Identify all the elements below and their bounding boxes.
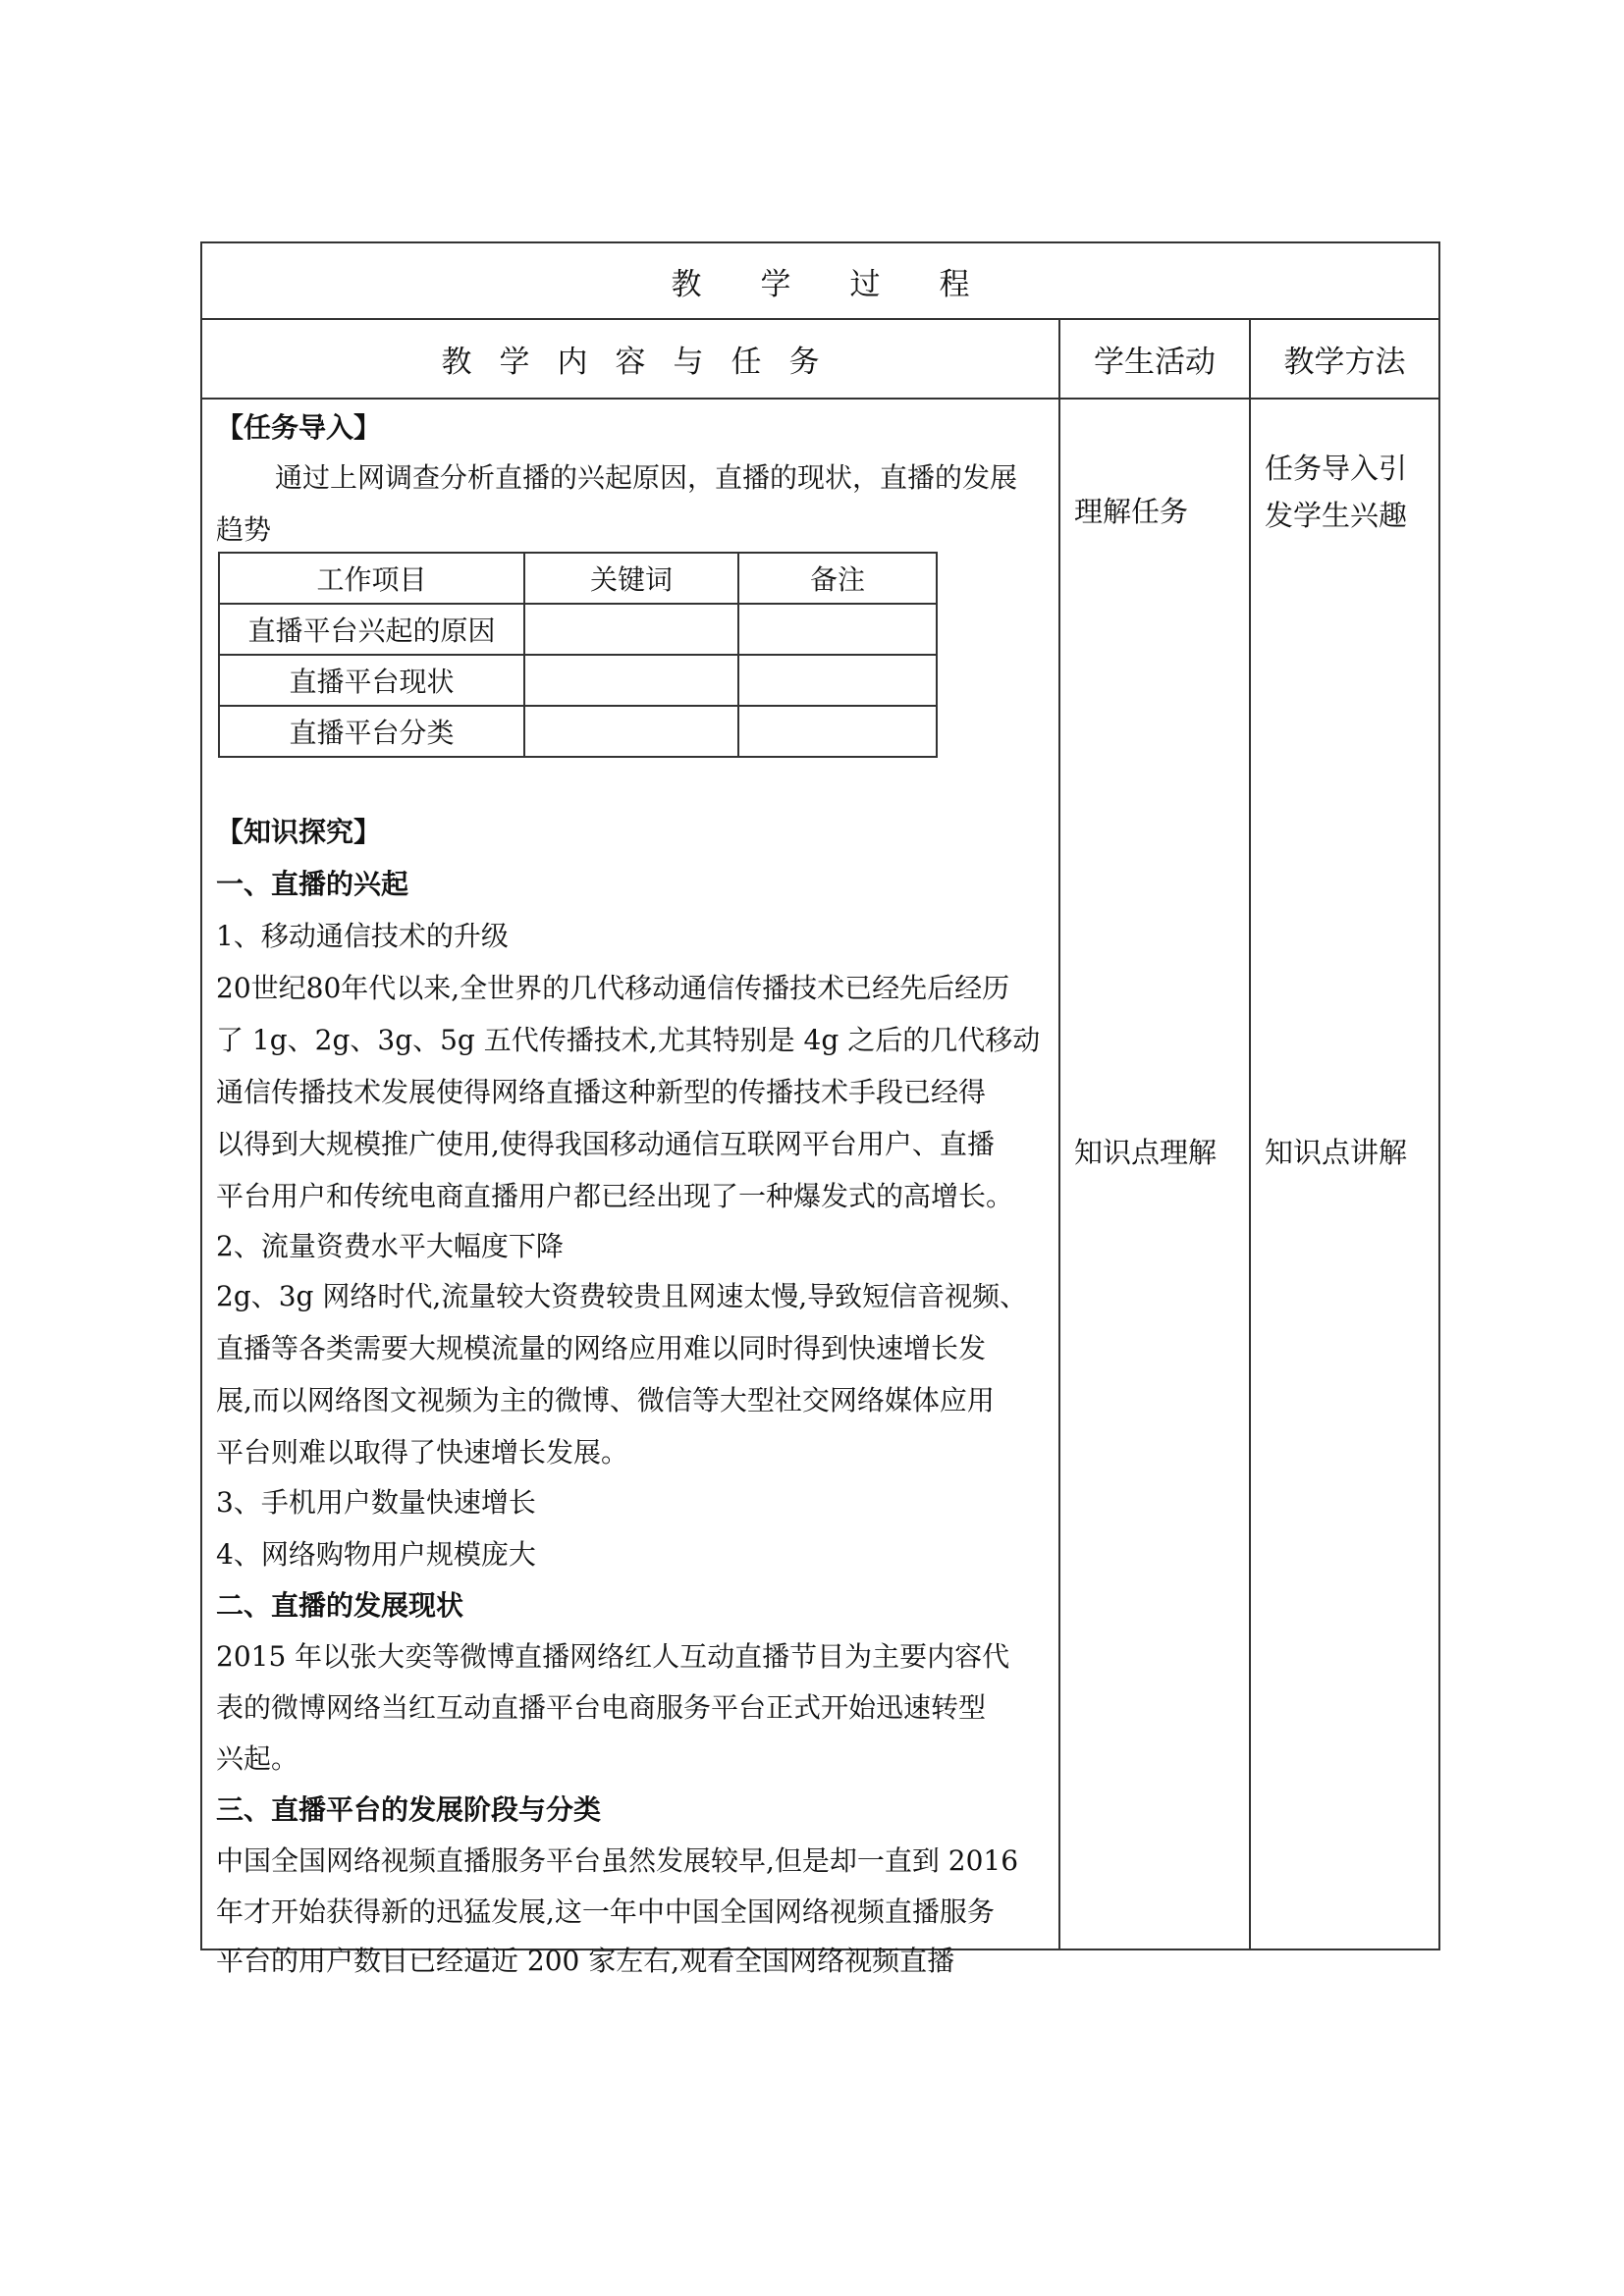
content-cell	[201, 399, 1059, 1977]
keyword-cell[interactable]	[524, 655, 738, 706]
para3-line: 2015 年以张大奕等微博直播网络红人互动直播节目为主要内容代	[216, 1640, 1010, 1673]
work-item-cell: 直播平台分类	[219, 706, 524, 757]
table-title-text: 教学过程	[671, 266, 1029, 302]
item1: 1、移动通信技术的升级	[216, 920, 509, 952]
table-row	[219, 655, 937, 706]
student-activity-cell	[1059, 399, 1250, 1949]
section3-title: 三、直播平台的发展阶段与分类	[216, 1793, 602, 1826]
task-intro-text-line2: 趋势	[216, 513, 272, 546]
para2-line: 2g、3g 网络时代,流量较大资费较贵且网速太慢,导致短信音视频、	[216, 1280, 1028, 1312]
work-item-cell: 直播平台兴起的原因	[219, 604, 524, 655]
item4: 4、网络购物用户规模庞大	[216, 1538, 536, 1571]
task-intro-heading: 【任务导入】	[216, 411, 382, 444]
para1-line: 平台用户和传统电商直播用户都已经出现了一种爆发式的高增长。	[216, 1180, 1014, 1212]
para1-line: 20世纪80年代以来,全世界的几代移动通信传播技术已经先后经历	[216, 972, 1010, 1004]
task-intro-text-line1: 通过上网调查分析直播的兴起原因，直播的现状，直播的发展	[275, 461, 1018, 494]
section2-title: 二、直播的发展现状	[216, 1589, 464, 1622]
section1-title: 一、直播的兴起	[216, 868, 409, 900]
knowledge-student-activity: 知识点理解	[1074, 1136, 1218, 1169]
para3-line: 表的微博网络当红互动直播平台电商服务平台正式开始迅速转型	[216, 1691, 987, 1724]
item3: 3、手机用户数量快速增长	[216, 1486, 536, 1519]
teaching-process-table	[200, 241, 1440, 1977]
para3-line: 兴起。	[216, 1742, 299, 1775]
knowledge-teaching-method: 知识点讲解	[1265, 1136, 1408, 1169]
teaching-method-cell	[1250, 399, 1439, 1949]
table-title	[201, 242, 1439, 319]
header-content-text: 教学内容与任务	[441, 345, 847, 380]
task-intro-method-line2: 发学生兴趣	[1265, 499, 1408, 532]
para1-line: 通信传播技术发展使得网络直播这种新型的传播技术手段已经得	[216, 1076, 987, 1108]
table-row	[219, 706, 937, 757]
keyword-cell[interactable]	[524, 706, 738, 757]
para1-line: 以得到大规模推广使用,使得我国移动通信互联网平台用户、直播	[216, 1128, 995, 1160]
para2-line: 直播等各类需要大规模流量的网络应用难以同时得到快速增长发	[216, 1332, 987, 1364]
work-item-header: 工作项目	[219, 553, 524, 604]
work-item-cell: 直播平台现状	[219, 655, 524, 706]
task-intro-method-line1: 任务导入引	[1265, 452, 1408, 485]
para2-line: 展,而以网络图文视频为主的微博、微信等大型社交网络媒体应用	[216, 1384, 995, 1416]
remark-cell[interactable]	[738, 706, 937, 757]
task-intro-student-activity: 理解任务	[1074, 495, 1189, 528]
table-row	[219, 604, 937, 655]
keyword-cell[interactable]	[524, 604, 738, 655]
para2-line: 平台则难以取得了快速增长发展。	[216, 1436, 629, 1468]
remark-header: 备注	[738, 553, 937, 604]
work-item-table	[218, 552, 938, 758]
para4-line: 年才开始获得新的迅猛发展,这一年中中国全国网络视频直播服务	[216, 1896, 995, 1928]
para4-line: 中国全国网络视频直播服务平台虽然发展较早,但是却一直到 2016	[216, 1844, 1019, 1877]
item2: 2、流量资费水平大幅度下降	[216, 1230, 564, 1262]
header-content	[201, 319, 1059, 399]
remark-cell[interactable]	[738, 655, 937, 706]
work-item-table-header	[219, 553, 937, 604]
keyword-header: 关键词	[524, 553, 738, 604]
knowledge-heading: 【知识探究】	[216, 816, 382, 848]
para1-line: 了 1g、2g、3g、5g 五代传播技术,尤其特别是 4g 之后的几代移动	[216, 1024, 1041, 1056]
header-student-activity: 学生活动	[1059, 319, 1250, 399]
para4-line: 平台的用户数目已经逼近 200 家左右,观看全国网络视频直播	[216, 1945, 955, 1977]
remark-cell[interactable]	[738, 604, 937, 655]
header-teaching-method: 教学方法	[1250, 319, 1439, 399]
